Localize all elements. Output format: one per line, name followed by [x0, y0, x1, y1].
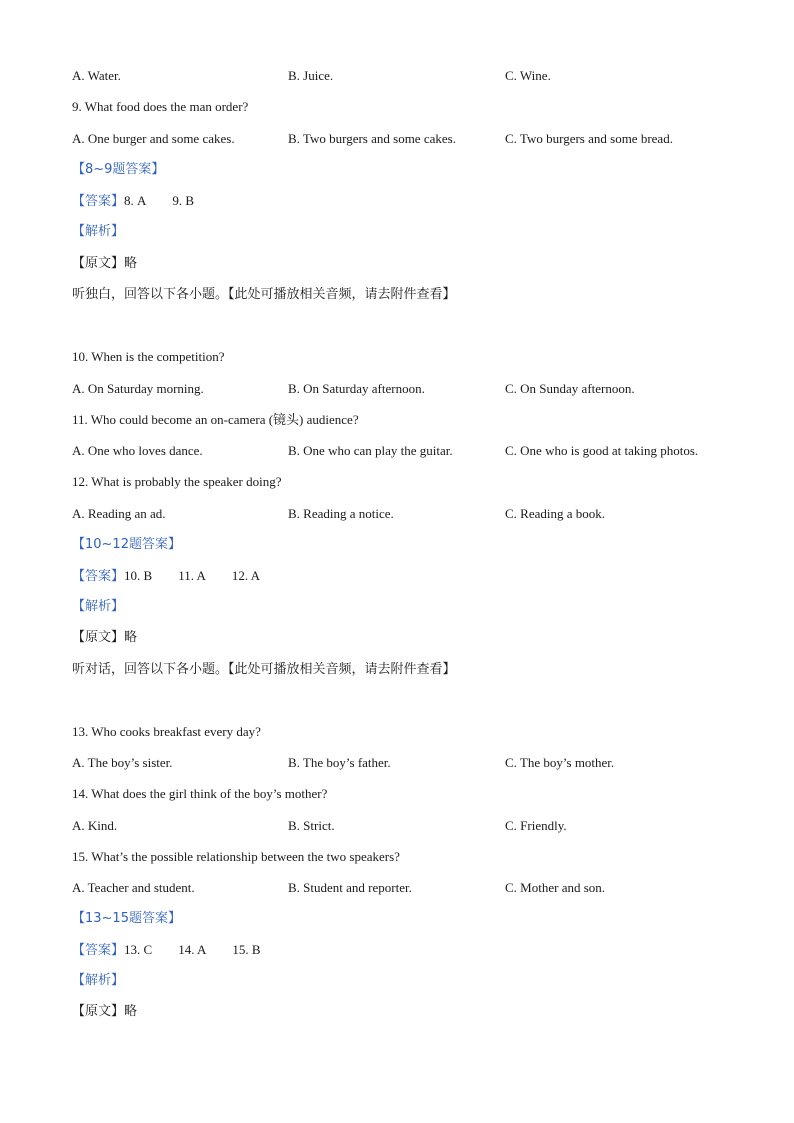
answer-label: 【答案】 — [72, 569, 125, 584]
q15-option-b: B. Student and reporter. — [288, 880, 412, 895]
q14-option-b: B. Strict. — [288, 818, 335, 833]
answer-14: 14. A — [178, 942, 207, 957]
answer-12: 12. A — [231, 568, 261, 583]
q11-option-a: A. One who loves dance. — [72, 443, 203, 458]
q9-option-a: A. One burger and some cakes. — [72, 131, 235, 146]
sec1012-original: 【原文】略 — [72, 630, 138, 645]
monologue-intro: 听独白，回答以下各小题。【此处可播放相关音频，请去附件查看】 — [72, 287, 456, 302]
sec89-original: 【原文】略 — [72, 256, 138, 271]
sec1012-header: 【10~12题答案】 — [72, 537, 181, 552]
q10-option-c: C. On Sunday afternoon. — [505, 381, 635, 396]
sec1012-answer-line — [72, 568, 260, 585]
q12-question: 12. What is probably the speaker doing? — [72, 474, 282, 489]
q13-option-a: A. The boy’s sister. — [72, 755, 173, 770]
q12-option-a: A. Reading an ad. — [72, 506, 166, 521]
dialog-intro: 听对话，回答以下各小题。【此处可播放相关音频，请去附件查看】 — [72, 662, 456, 677]
answer-8: 8. A — [124, 193, 147, 208]
answer-15: 15. B — [232, 942, 261, 957]
q9-question: 9. What food does the man order? — [72, 99, 249, 114]
sec89-analysis: 【解析】 — [72, 224, 125, 239]
sec1315-analysis: 【解析】 — [72, 973, 125, 988]
sec1012-analysis: 【解析】 — [72, 599, 125, 614]
q9-option-b: B. Two burgers and some cakes. — [288, 131, 456, 146]
answer-label: 【答案】 — [72, 943, 125, 958]
q13-option-b: B. The boy’s father. — [288, 755, 391, 770]
q8-option-c: C. Wine. — [505, 68, 551, 83]
q12-option-c: C. Reading a book. — [505, 506, 606, 521]
sec1315-answer-line — [72, 942, 261, 959]
q11-option-b: B. One who can play the guitar. — [288, 443, 453, 458]
q15-option-c: C. Mother and son. — [505, 880, 606, 895]
sec1315-header: 【13~15题答案】 — [72, 911, 181, 926]
answer-label: 【答案】 — [72, 194, 125, 209]
q11-question: 11. Who could become an on-camera (镜头) audience? — [72, 412, 359, 427]
q14-question: 14. What does the girl think of the boy’s mother? — [72, 786, 328, 801]
q8-option-b: B. Juice. — [288, 68, 334, 83]
sec89-header: 【8~9题答案】 — [72, 162, 165, 177]
q8-option-a: A. Water. — [72, 68, 121, 83]
q9-option-c: C. Two burgers and some bread. — [505, 131, 673, 146]
sec1315-original: 【原文】略 — [72, 1004, 138, 1019]
q10-option-b: B. On Saturday afternoon. — [288, 381, 425, 396]
q15-option-a: A. Teacher and student. — [72, 880, 195, 895]
q13-option-c: C. The boy’s mother. — [505, 755, 615, 770]
answer-9: 9. B — [172, 193, 195, 208]
q15-question: 15. What’s the possible relationship between the two speakers? — [72, 849, 400, 864]
q11-option-c: C. One who is good at taking photos. — [505, 443, 699, 458]
sec89-answer-line — [72, 193, 194, 210]
q13-question: 13. Who cooks breakfast every day? — [72, 724, 261, 739]
q14-option-a: A. Kind. — [72, 818, 118, 833]
q14-option-c: C. Friendly. — [505, 818, 567, 833]
answer-13: 13. C — [124, 942, 153, 957]
q10-question: 10. When is the competition? — [72, 349, 225, 364]
answer-11: 11. A — [178, 568, 206, 583]
answer-10: 10. B — [124, 568, 153, 583]
q10-option-a: A. On Saturday morning. — [72, 381, 204, 396]
q12-option-b: B. Reading a notice. — [288, 506, 394, 521]
